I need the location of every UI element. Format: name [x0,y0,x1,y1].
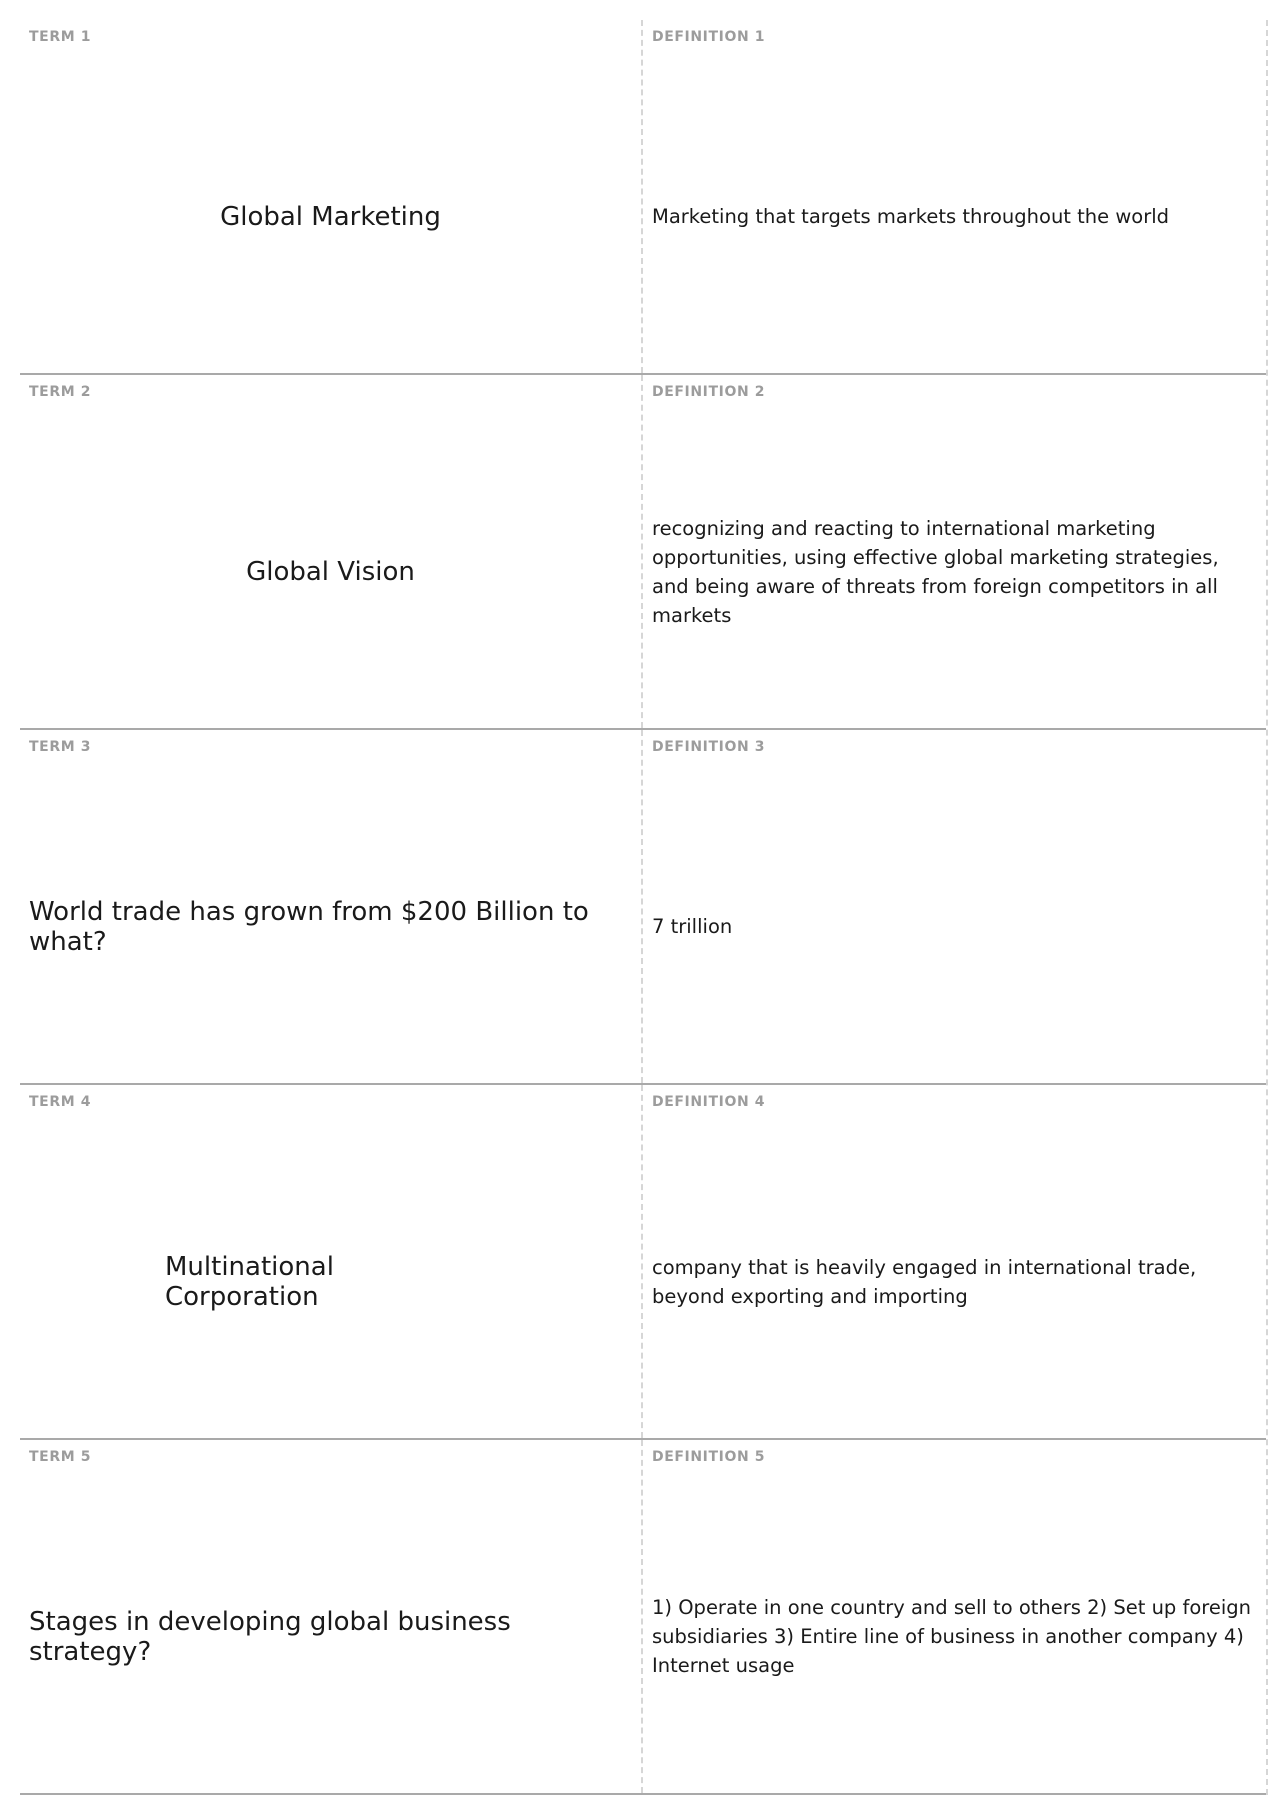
flashcard-row-3 [20,730,1266,1085]
term-cell-1 [20,20,643,373]
term-label: TERM 2 [29,384,92,400]
flashcard-row-5 [20,1440,1266,1795]
definition-label: DEFINITION 4 [652,1094,766,1110]
term-label: TERM 3 [29,739,92,755]
definition-cell-5 [643,1440,1266,1793]
term-cell-5 [20,1440,643,1793]
definition-text: Marketing that targets markets throughout the world [652,205,1170,228]
term-label: TERM 5 [29,1449,92,1465]
term-cell-2 [20,375,643,728]
definition-cell-1 [643,20,1266,373]
definition-label: DEFINITION 5 [652,1449,766,1465]
definition-text: company that is heavily engaged in international trade, beyond exporting and importing [652,1255,1197,1308]
term-text: World trade has grown from $200 Billion to what? [29,896,589,957]
definition-text: 7 trillion [652,915,733,938]
term-label: TERM 4 [29,1094,92,1110]
definition-cell-3 [643,730,1266,1083]
definition-label: DEFINITION 3 [652,739,766,755]
definition-cell-4 [643,1085,1266,1438]
flashcard-row-2 [20,375,1266,730]
term-text: Stages in developing global business strategy? [29,1606,511,1667]
term-label: TERM 1 [29,29,92,45]
term-cell-3 [20,730,643,1083]
definition-label: DEFINITION 2 [652,384,766,400]
term-text: Multinational Corporation [165,1251,334,1312]
definition-label: DEFINITION 1 [652,29,766,45]
term-cell-4 [20,1085,643,1438]
definition-text: recognizing and reacting to international marketing opportunities, using effective global marketing strategies, and being aware of threats from foreign competitors in all markets [652,516,1219,627]
definition-text: 1) Operate in one country and sell to others 2) Set up foreign subsidiaries 3) Entire line of business in another company 4) Internet usage [652,1596,1252,1677]
term-text: Global Marketing [220,201,441,232]
definition-cell-2 [643,375,1266,728]
flashcard-row-1 [20,20,1266,375]
term-text: Global Vision [246,556,415,587]
flashcard-sheet [20,20,1268,1795]
flashcard-row-4 [20,1085,1266,1440]
